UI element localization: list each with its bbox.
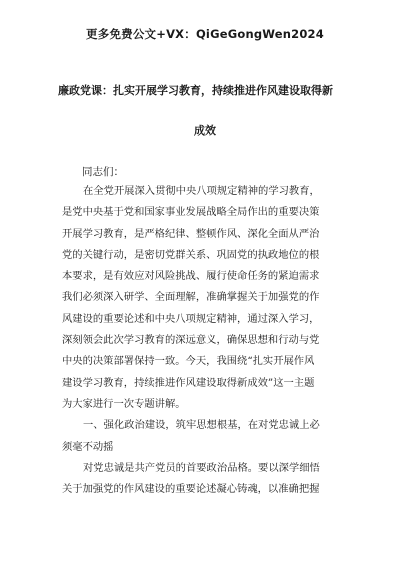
body-line: 对党忠诚是共产党员的首要政治品格。要以深学细悟 (83, 461, 320, 474)
body-line: 深刻领会此次学习教育的深远意义，确保思想和行动与党 (62, 334, 320, 347)
body-line: 本要求，是有效应对风险挑战、履行使命任务的紧迫需求 (62, 270, 320, 283)
section-heading-line: 须毫不动摇 (62, 440, 114, 453)
body-line: 我们必须深入研学、全面理解，准确掌握关于加强党的作 (62, 291, 320, 304)
document-title-line-2: 成效 (194, 124, 216, 137)
section-heading-line: 一、强化政治建设，筑牢思想根基，在对党忠诚上必 (83, 419, 320, 432)
body-line: 为大家进行一次专题讲解。 (62, 397, 186, 410)
salutation: 同志们： (82, 166, 124, 178)
body-line: 关于加强党的作风建设的重要论述凝心铸魂，以准确把握 (62, 483, 320, 496)
body-line: 是党中央基于党和国家事业发展战略全局作出的重要决策 (62, 206, 320, 219)
body-line: 中央的决策部署保持一致。今天，我围绕“扎实开展作风 (62, 355, 315, 368)
body-line: 开展学习教育，是严格纪律、整顿作风、深化全面从严治 (62, 227, 320, 240)
document-title-line-1: 廉政党课：扎实开展学习教育，持续推进作风建设取得新 (58, 84, 333, 97)
promo-header: 更多免费公文+VX：QiGeGongWen2024 (86, 27, 324, 41)
body-line: 风建设的重要论述和中央八项规定精神，通过深入学习， (62, 312, 320, 325)
body-paragraphs (62, 181, 352, 500)
body-line: 建设学习教育，持续推进作风建设取得新成效”这一主题 (62, 376, 315, 389)
body-line: 党的关键行动，是密切党群关系、巩固党的执政地位的根 (62, 248, 320, 261)
body-line: 在全党开展深入贯彻中央八项规定精神的学习教育， (83, 185, 320, 197)
